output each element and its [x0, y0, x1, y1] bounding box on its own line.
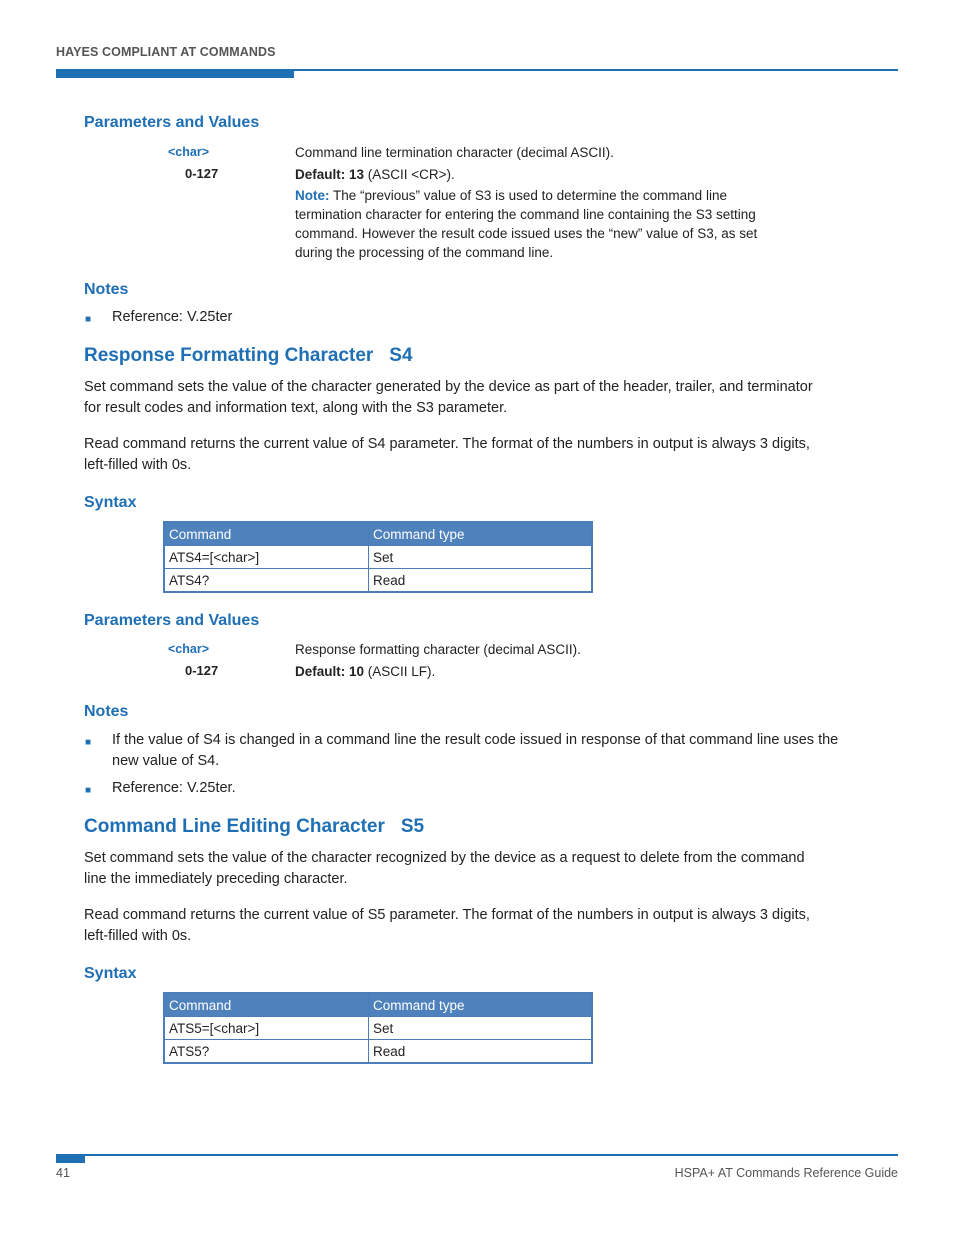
s3-note — [295, 186, 805, 262]
header-accent-bar — [56, 69, 294, 78]
s3-param-desc: Command line termination character (decimal ASCII). — [295, 145, 614, 160]
table-cell-type: Set — [369, 546, 593, 569]
table-header-command-type: Command type — [369, 522, 593, 546]
running-header: HAYES COMPLIANT AT COMMANDS — [56, 45, 276, 59]
s3-param-default — [295, 165, 805, 184]
table-row — [164, 546, 592, 569]
s3-params-heading: Parameters and Values — [84, 114, 260, 131]
table-row — [164, 569, 592, 593]
s5-desc1-line1: Set command sets the value of the character recognized by the device as a request to delete from the command — [84, 850, 805, 866]
table-cell-type: Read — [369, 1040, 593, 1064]
footer-rule — [56, 1154, 898, 1156]
s4-desc1-line2: for result codes and information text, along with the S3 parameter. — [84, 400, 508, 416]
s4-note1-line1: If the value of S4 is changed in a command line the result code issued in response of that command line uses the — [112, 732, 839, 748]
s4-desc2-line2: left-filled with 0s. — [84, 457, 192, 473]
table-row — [164, 1017, 592, 1040]
square-bullet-icon: ■ — [85, 737, 92, 748]
s4-syntax-table — [163, 521, 593, 593]
table-header-command-type: Command type — [369, 993, 593, 1017]
table-header-row — [164, 993, 592, 1017]
table-row — [164, 1040, 592, 1064]
s3-note-label: Note: — [295, 188, 330, 203]
table-cell-command: ATS5? — [164, 1040, 369, 1064]
table-cell-type: Read — [369, 569, 593, 593]
s4-title-text: Response Formatting Character — [84, 345, 374, 366]
s5-set-description — [84, 848, 898, 890]
s4-note-item — [112, 730, 902, 772]
s4-section-title — [84, 345, 413, 367]
s4-syntax-heading: Syntax — [84, 494, 137, 511]
s3-note-line1: The “previous” value of S3 is used to determine the command line — [329, 188, 727, 203]
s4-params-heading: Parameters and Values — [84, 612, 260, 629]
s3-note-line3: command. However the result code issued uses the “new” value of S3, as set — [295, 226, 758, 241]
s4-read-description — [84, 434, 898, 476]
page-number: 41 — [56, 1166, 70, 1180]
square-bullet-icon: ■ — [85, 785, 92, 796]
s5-syntax-heading: Syntax — [84, 965, 137, 982]
s4-desc1-line1: Set command sets the value of the character generated by the device as part of the header, trailer, and terminator — [84, 379, 813, 395]
s3-note-line2: termination character for entering the command line containing the S3 setting — [295, 207, 756, 222]
table-cell-command: ATS4? — [164, 569, 369, 593]
square-bullet-icon: ■ — [85, 314, 92, 325]
table-cell-type: Set — [369, 1017, 593, 1040]
s3-note-item: Reference: V.25ter — [112, 309, 233, 325]
s3-param-name: <char> — [168, 145, 210, 159]
s4-param-name: <char> — [168, 642, 210, 656]
s4-note-item: Reference: V.25ter. — [112, 780, 236, 796]
footer-doc-title: HSPA+ AT Commands Reference Guide — [674, 1166, 898, 1180]
s5-title-text: Command Line Editing Character — [84, 816, 385, 837]
table-cell-command: ATS5=[<char>] — [164, 1017, 369, 1040]
s3-param-range: 0-127 — [185, 166, 219, 181]
s5-desc2-line2: left-filled with 0s. — [84, 928, 192, 944]
s5-desc1-line2: line the immediately preceding character. — [84, 871, 348, 887]
table-header-command: Command — [164, 522, 369, 546]
table-header-row — [164, 522, 592, 546]
s5-syntax-table — [163, 992, 593, 1064]
s4-note1-line2: new value of S4. — [112, 753, 220, 769]
s3-note-line4: during the processing of the command line. — [295, 245, 554, 260]
s4-param-default — [295, 662, 805, 681]
s5-section-title — [84, 816, 424, 838]
s3-default-label: Default: 13 — [295, 167, 365, 182]
s5-code: S5 — [400, 816, 425, 837]
s3-default-rest: (ASCII <CR>). — [364, 167, 455, 182]
s4-default-rest: (ASCII LF). — [364, 664, 436, 679]
s3-notes-heading: Notes — [84, 281, 129, 298]
table-cell-command: ATS4=[<char>] — [164, 546, 369, 569]
s5-read-description — [84, 905, 898, 947]
s4-set-description — [84, 377, 898, 419]
s4-param-desc: Response formatting character (decimal ASCII). — [295, 642, 581, 657]
s4-desc2-line1: Read command returns the current value of S4 parameter. The format of the numbers in output is always 3 digits, — [84, 436, 810, 452]
s5-desc2-line1: Read command returns the current value of S5 parameter. The format of the numbers in output is always 3 digits, — [84, 907, 810, 923]
footer-accent-bar — [56, 1154, 85, 1163]
s4-default-label: Default: 10 — [295, 664, 365, 679]
s4-code: S4 — [389, 345, 413, 366]
table-header-command: Command — [164, 993, 369, 1017]
s4-notes-heading: Notes — [84, 703, 129, 720]
s4-param-range: 0-127 — [185, 663, 219, 678]
